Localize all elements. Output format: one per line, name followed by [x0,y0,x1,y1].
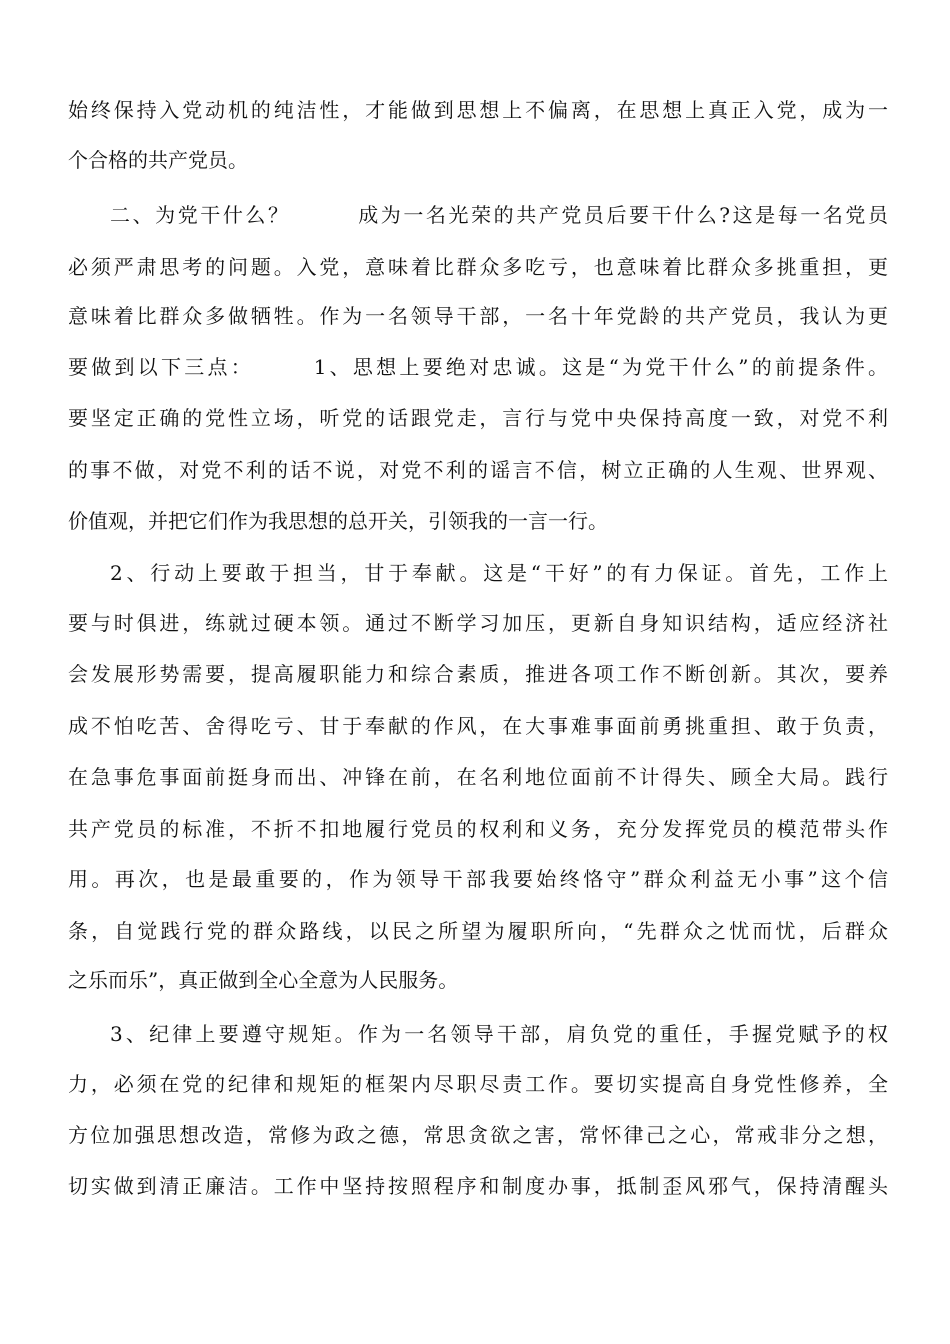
text-line: 共产党员的标准，不折不扣地履行党员的权利和义务，充分发挥党员的模范带头作 [68,817,888,841]
text-line: 力，必须在党的纪律和规矩的框架内尽职尽责工作。要切实提高自身党性修养，全 [68,1072,888,1096]
text-line: 必须严肃思考的问题。入党，意味着比群众多吃亏，也意味着比群众多挑重担，更 [68,255,888,279]
text-line: 要做到以下三点： 1、思想上要绝对忠诚。这是“为党干什么”的前提条件。 [68,355,888,379]
paragraph-start-line: 2、行动上要敢于担当，甘于奉献。这是“干好”的有力保证。首先，工作上 [110,561,888,585]
text-line: 的事不做，对党不利的话不说，对党不利的谣言不信，树立正确的人生观、世界观、 [68,458,888,482]
text-line: 意味着比群众多做牺牲。作为一名领导干部，一名十年党龄的共产党员，我认为更 [68,304,888,328]
text-line: 要与时俱进，练就过硬本领。通过不断学习加压，更新自身知识结构，适应经济社 [68,611,888,635]
text-line: 方位加强思想改造，常修为政之德，常思贪欲之害，常怀律己之心，常戒非分之想， [68,1123,888,1147]
text-line: 用。再次，也是最重要的，作为领导干部我要始终恪守”群众利益无小事”这个信 [68,867,888,891]
text-line: 之乐而乐”，真正做到全心全意为人民服务。 [68,968,459,992]
text-line: 成不怕吃苦、舍得吃亏、甘于奉献的作风，在大事难事面前勇挑重担、敢于负责， [68,714,888,738]
section-heading-line: 二、为党干什么？ 成为一名光荣的共产党员后要干什么?这是每一名党员 [110,203,888,227]
text-line: 条，自觉践行党的群众路线，以民之所望为履职所向，“先群众之忧而忧，后群众 [68,919,888,943]
text-line: 会发展形势需要，提高履职能力和综合素质，推进各项工作不断创新。其次，要养 [68,662,888,686]
text-line: 个合格的共产党员。 [68,148,248,172]
text-line: 始终保持入党动机的纯洁性，才能做到思想上不偏离，在思想上真正入党，成为一 [68,98,888,122]
paragraph-start-line: 3、纪律上要遵守规矩。作为一名领导干部，肩负党的重任，手握党赋予的权 [110,1022,888,1046]
text-line: 切实做到清正廉洁。工作中坚持按照程序和制度办事，抵制歪风邪气，保持清醒头 [68,1174,888,1198]
text-line: 价值观，并把它们作为我思想的总开关，引领我的一言一行。 [68,509,608,533]
text-line: 在急事危事面前挺身而出、冲锋在前，在名利地位面前不计得失、顾全大局。践行 [68,765,888,789]
text-line: 要坚定正确的党性立场，听党的话跟党走，言行与党中央保持高度一致，对党不利 [68,406,888,430]
